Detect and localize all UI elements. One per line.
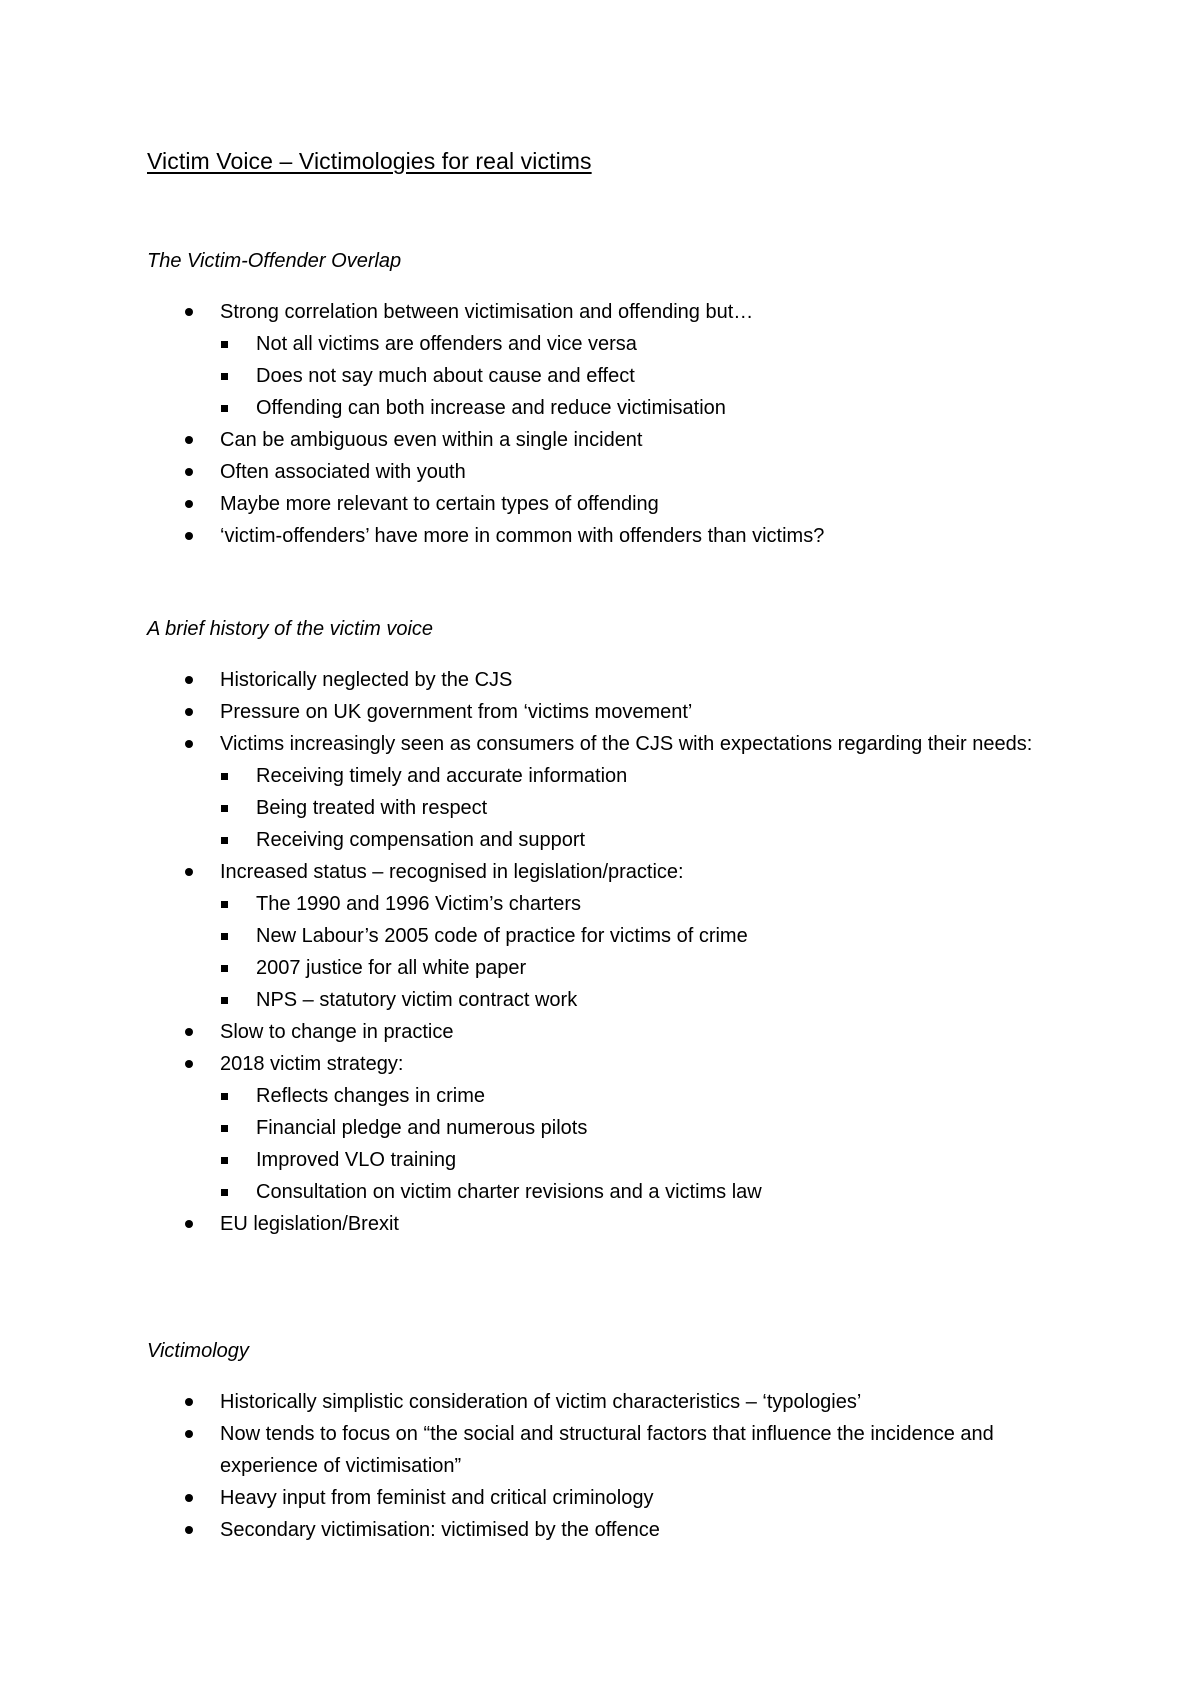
bullet-dot-icon	[185, 1398, 193, 1406]
bullet-dot-icon	[185, 868, 193, 876]
list-item: NPS – statutory victim contract work	[0, 984, 1200, 1016]
bullet-square-icon	[221, 901, 228, 908]
bullet-dot-icon	[185, 308, 193, 316]
list-item: Offending can both increase and reduce victimisation	[0, 392, 1200, 424]
bullet-square-icon	[221, 341, 228, 348]
list-item: Often associated with youth	[0, 456, 1200, 488]
bullet-dot-icon	[185, 1526, 193, 1534]
list-item: Heavy input from feminist and critical criminology	[0, 1482, 1200, 1514]
list-item: Victims increasingly seen as consumers of the CJS with expectations regarding their needs:	[0, 728, 1080, 760]
list-item: Strong correlation between victimisation and offending but…	[0, 296, 1200, 328]
list-item: Consultation on victim charter revisions and a victims law	[0, 1176, 1200, 1208]
bullet-square-icon	[221, 965, 228, 972]
list-item: Increased status – recognised in legislation/practice:	[0, 856, 1200, 888]
list-item: Pressure on UK government from ‘victims movement’	[0, 696, 1200, 728]
bullet-dot-icon	[185, 436, 193, 444]
bullet-square-icon	[221, 1157, 228, 1164]
section-heading: The Victim-Offender Overlap	[147, 250, 402, 272]
list-item: ‘victim-offenders’ have more in common with offenders than victims?	[0, 520, 1200, 552]
list-item: Financial pledge and numerous pilots	[0, 1112, 1200, 1144]
bullet-dot-icon	[185, 1220, 193, 1228]
list-item: 2018 victim strategy:	[0, 1048, 1200, 1080]
list-item: Slow to change in practice	[0, 1016, 1200, 1048]
list-item: Receiving timely and accurate information	[0, 760, 1200, 792]
bullet-square-icon	[221, 773, 228, 780]
list-item: Improved VLO training	[0, 1144, 1200, 1176]
bullet-square-icon	[221, 373, 228, 380]
bullet-square-icon	[221, 997, 228, 1004]
bullet-dot-icon	[185, 1494, 193, 1502]
list-item: Maybe more relevant to certain types of offending	[0, 488, 1200, 520]
list-item: Does not say much about cause and effect	[0, 360, 1200, 392]
document-title: Victim Voice – Victimologies for real victims	[147, 148, 592, 174]
bullet-dot-icon	[185, 676, 193, 684]
list-item: Secondary victimisation: victimised by the offence	[0, 1514, 1200, 1546]
list-item: Now tends to focus on “the social and structural factors that influence the incidence and experience of victimisation”	[0, 1418, 1080, 1482]
list-item: Historically simplistic consideration of victim characteristics – ‘typologies’	[0, 1386, 1200, 1418]
bullet-square-icon	[221, 805, 228, 812]
bullet-square-icon	[221, 405, 228, 412]
section-heading: A brief history of the victim voice	[147, 618, 434, 640]
list-item: New Labour’s 2005 code of practice for victims of crime	[0, 920, 1200, 952]
bullet-list	[0, 664, 1200, 1240]
list-item: 2007 justice for all white paper	[0, 952, 1200, 984]
bullet-square-icon	[221, 1189, 228, 1196]
list-item: Can be ambiguous even within a single incident	[0, 424, 1200, 456]
bullet-square-icon	[221, 933, 228, 940]
section-heading: Victimology	[147, 1340, 249, 1362]
list-item: The 1990 and 1996 Victim’s charters	[0, 888, 1200, 920]
bullet-dot-icon	[185, 500, 193, 508]
bullet-dot-icon	[185, 740, 193, 748]
bullet-square-icon	[221, 1093, 228, 1100]
bullet-square-icon	[221, 837, 228, 844]
bullet-dot-icon	[185, 708, 193, 716]
bullet-dot-icon	[185, 532, 193, 540]
bullet-list	[0, 1386, 1200, 1546]
bullet-dot-icon	[185, 1060, 193, 1068]
bullet-dot-icon	[185, 1430, 193, 1438]
list-item: Receiving compensation and support	[0, 824, 1200, 856]
list-item: Historically neglected by the CJS	[0, 664, 1200, 696]
list-item: EU legislation/Brexit	[0, 1208, 1200, 1240]
list-item: Reflects changes in crime	[0, 1080, 1200, 1112]
list-item: Not all victims are offenders and vice versa	[0, 328, 1200, 360]
bullet-dot-icon	[185, 468, 193, 476]
bullet-list	[0, 296, 1200, 552]
bullet-dot-icon	[185, 1028, 193, 1036]
bullet-square-icon	[221, 1125, 228, 1132]
list-item: Being treated with respect	[0, 792, 1200, 824]
